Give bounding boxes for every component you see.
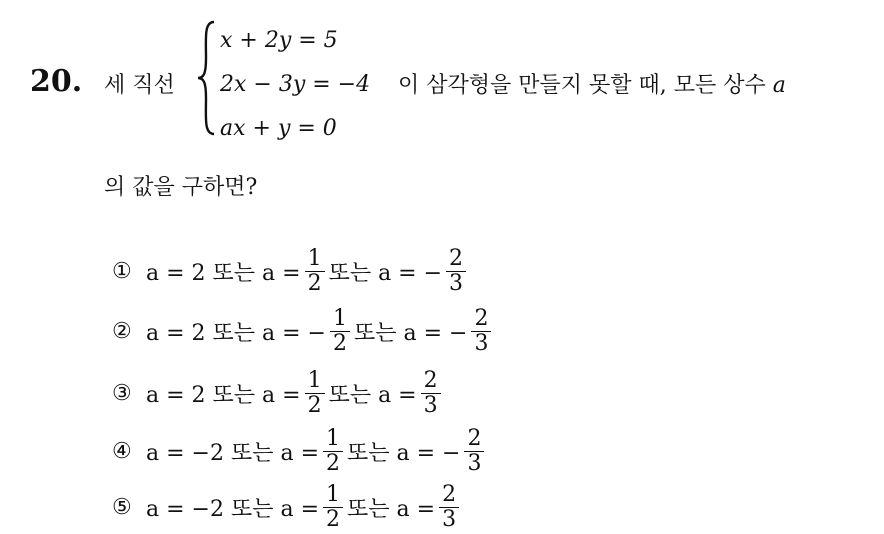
fraction bbox=[323, 427, 343, 474]
fraction bbox=[421, 369, 441, 416]
fraction bbox=[305, 247, 325, 294]
numerator: 1 bbox=[305, 247, 325, 271]
choice-mark: ⑤ bbox=[112, 494, 132, 520]
question-number: 20. bbox=[30, 64, 83, 99]
fraction bbox=[446, 247, 466, 294]
numerator: 1 bbox=[305, 369, 325, 393]
denominator: 3 bbox=[423, 392, 438, 418]
fraction bbox=[305, 369, 325, 416]
fraction bbox=[323, 483, 343, 530]
denominator: 3 bbox=[442, 506, 457, 532]
fraction bbox=[330, 307, 350, 354]
denominator: 3 bbox=[474, 330, 489, 356]
choice-3[interactable] bbox=[112, 368, 445, 418]
question-stem-end: 의 값을 구하면? bbox=[104, 175, 258, 200]
choice-text: 또는 a = − bbox=[328, 260, 443, 286]
variable-a: a bbox=[772, 73, 786, 98]
choice-text: a = −2 또는 a = bbox=[146, 440, 320, 466]
numerator: 1 bbox=[330, 307, 350, 331]
equation-3: ax + y = 0 bbox=[220, 116, 337, 141]
choice-4[interactable] bbox=[112, 426, 488, 476]
question-stem-start: 세 직선 bbox=[104, 73, 175, 98]
fraction bbox=[464, 427, 484, 474]
choice-mark: ④ bbox=[112, 438, 132, 464]
fraction bbox=[439, 483, 459, 530]
choice-2[interactable] bbox=[112, 306, 495, 356]
numerator: 2 bbox=[464, 427, 484, 451]
choice-text: a = 2 또는 a = bbox=[146, 260, 301, 286]
choice-text: a = −2 또는 a = bbox=[146, 496, 320, 522]
fraction bbox=[471, 307, 491, 354]
denominator: 3 bbox=[449, 270, 464, 296]
choice-1[interactable] bbox=[112, 246, 470, 296]
numerator: 2 bbox=[439, 483, 459, 507]
choice-mark: ① bbox=[112, 258, 132, 284]
denominator: 2 bbox=[307, 392, 322, 418]
choice-mark: ③ bbox=[112, 380, 132, 406]
choice-5[interactable] bbox=[112, 482, 463, 532]
denominator: 2 bbox=[307, 270, 322, 296]
choice-text: a = 2 또는 a = − bbox=[146, 320, 326, 346]
choice-text: 또는 a = − bbox=[354, 320, 468, 346]
denominator: 2 bbox=[326, 506, 341, 532]
stem-text: 이 삼각형을 만들지 못할 때, 모든 상수 bbox=[398, 73, 766, 98]
choice-text: 또는 a = bbox=[347, 496, 436, 522]
numerator: 1 bbox=[323, 427, 343, 451]
equation-1: x + 2y = 5 bbox=[220, 28, 338, 53]
system-brace bbox=[196, 18, 218, 145]
choice-text: a = 2 또는 a = bbox=[146, 382, 301, 408]
numerator: 2 bbox=[471, 307, 491, 331]
numerator: 2 bbox=[421, 369, 441, 393]
choice-text: 또는 a = − bbox=[347, 440, 461, 466]
numerator: 2 bbox=[446, 247, 466, 271]
choice-mark: ② bbox=[112, 318, 132, 344]
denominator: 2 bbox=[326, 450, 341, 476]
numerator: 1 bbox=[323, 483, 343, 507]
question-stem-middle bbox=[398, 68, 786, 99]
choice-text: 또는 a = bbox=[328, 382, 417, 408]
denominator: 2 bbox=[333, 330, 347, 356]
equation-2: 2x − 3y = −4 bbox=[220, 72, 371, 97]
denominator: 3 bbox=[467, 450, 482, 476]
